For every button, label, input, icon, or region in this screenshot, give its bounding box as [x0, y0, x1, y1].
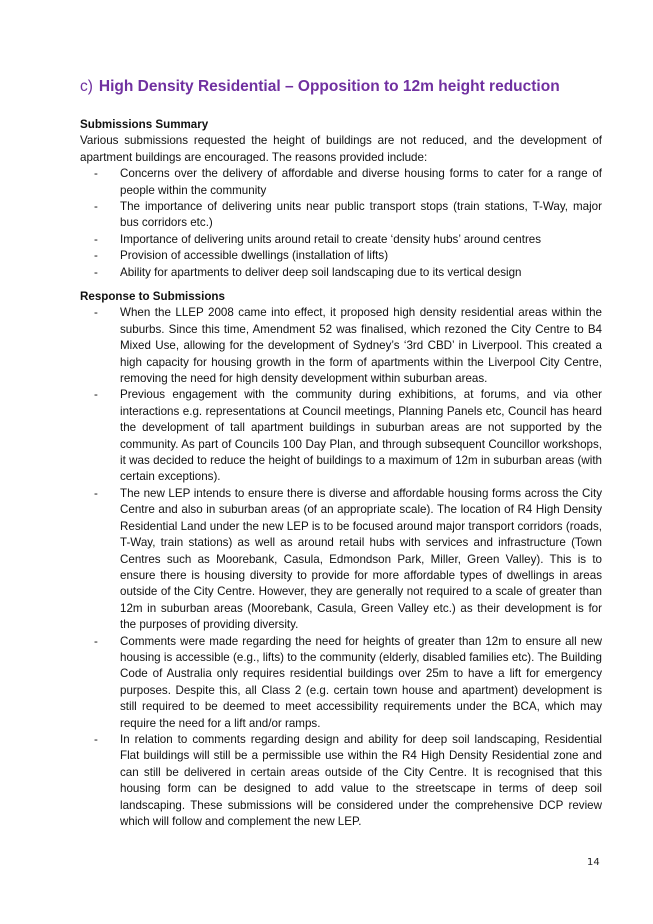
- dash-bullet: -: [94, 306, 98, 320]
- response-list: [80, 305, 602, 830]
- dash-bullet: -: [94, 634, 98, 648]
- list-item: - Ability for apartments to deliver deep soil landscaping due to its vertical design: [80, 265, 602, 281]
- dash-bullet: -: [94, 486, 98, 500]
- list-item: - Concerns over the delivery of affordable and diverse housing forms to cater for a range of people within the community: [94, 167, 602, 197]
- dash-bullet: -: [94, 265, 98, 279]
- list-item: - The importance of delivering units near public transport stops (train stations, T-Way, major bus corridors etc.): [94, 200, 602, 230]
- response-section: [80, 289, 602, 830]
- dash-bullet: -: [94, 200, 98, 214]
- dash-bullet: -: [94, 388, 98, 402]
- section-heading: [80, 78, 600, 96]
- list-item: - Previous engagement with the community during exhibitions, at forums, and via other interactions e.g. representations at Council meetings, Planning Panels etc, Council has heard the development of tall apartment buildings in suburban areas are not supported by the community. As part of Councils 100 Day Plan, and through subsequent Councillor workshops, it was decided to reduce the height of buildings to a maximum of 12m in suburban areas (with certain exceptions).: [94, 388, 602, 484]
- section-heading-prefix: c): [80, 78, 93, 95]
- dash-bullet: -: [94, 249, 98, 263]
- list-item: - Provision of accessible dwellings (installation of lifts): [80, 248, 602, 264]
- submissions-summary-title: Submissions Summary: [80, 118, 209, 131]
- dash-bullet: -: [94, 167, 98, 181]
- dash-bullet: -: [94, 232, 98, 246]
- list-item: - Comments were made regarding the need for heights of greater than 12m to ensure all new housing is accessible (e.g., lifts) to the community (elderly, disabled families etc). The Building Code of Australia only requires residential buildings over 25m to have a lift for emergency purposes. Despite this, all Class 2 (e.g. certain town house and apartment) development is still required to be deemed to meet accessibility requirements under the BCA, which may require the need for a lift and/or ramps.: [94, 634, 602, 730]
- section-heading-title: High Density Residential – Opposition to 12m height reduction: [98, 78, 560, 95]
- submissions-summary-list: [80, 166, 602, 281]
- submissions-summary-intro: Various submissions requested the height of buildings are not reduced, and the development of apartment buildings are encouraged. The reasons provided include:: [80, 134, 602, 164]
- response-title: Response to Submissions: [80, 290, 225, 303]
- list-item: - When the LLEP 2008 came into effect, it proposed high density residential areas within the suburbs. Since this time, Amendment 52 was finalised, which rezoned the City Centre to B4 Mixed Use, allowing for the development of Sydney’s ‘3rd CBD’ in Liverpool. This created a high capacity for housing growth in the form of apartments within the Liverpool City Centre, removing the need for high density development within suburban areas.: [94, 306, 602, 386]
- page-number: 14: [587, 857, 600, 868]
- list-item: - In relation to comments regarding design and ability for deep soil landscaping, Residential Flat buildings will still be a permissible use within the R4 High Density Residential zone and can still be delivered in certain areas outside of the City Centre. It is recognised that this housing form can be designed to add value to the streetscape in terms of deep soil landscaping. These submissions will be considered under the comprehensive DCP review which will follow and complement the new LEP.: [94, 732, 602, 828]
- submissions-summary-section: [80, 117, 602, 281]
- list-item: - The new LEP intends to ensure there is diverse and affordable housing forms across the City Centre and also in suburban areas (of an appropriate scale). The location of R4 High Density Residential Land under the new LEP is to be focused around major transport corridors (roads, T-Way, train stations) as well as around retail hubs with services and infrastructure (Town Centres such as Moorebank, Casula, Edmondson Park, Miller, Green Valley). This is to ensure there is housing diversity to provide for more affordable types of dwellings in areas outside of the City Centre. However, they are generally not required to a scale of greater than 12m in suburban areas (Moorebank, Casula, Green Valley etc.) as their development is for the purposes of providing diversity.: [94, 486, 602, 632]
- dash-bullet: -: [94, 732, 98, 746]
- list-item: - Importance of delivering units around retail to create ‘density hubs’ around centres: [80, 232, 602, 248]
